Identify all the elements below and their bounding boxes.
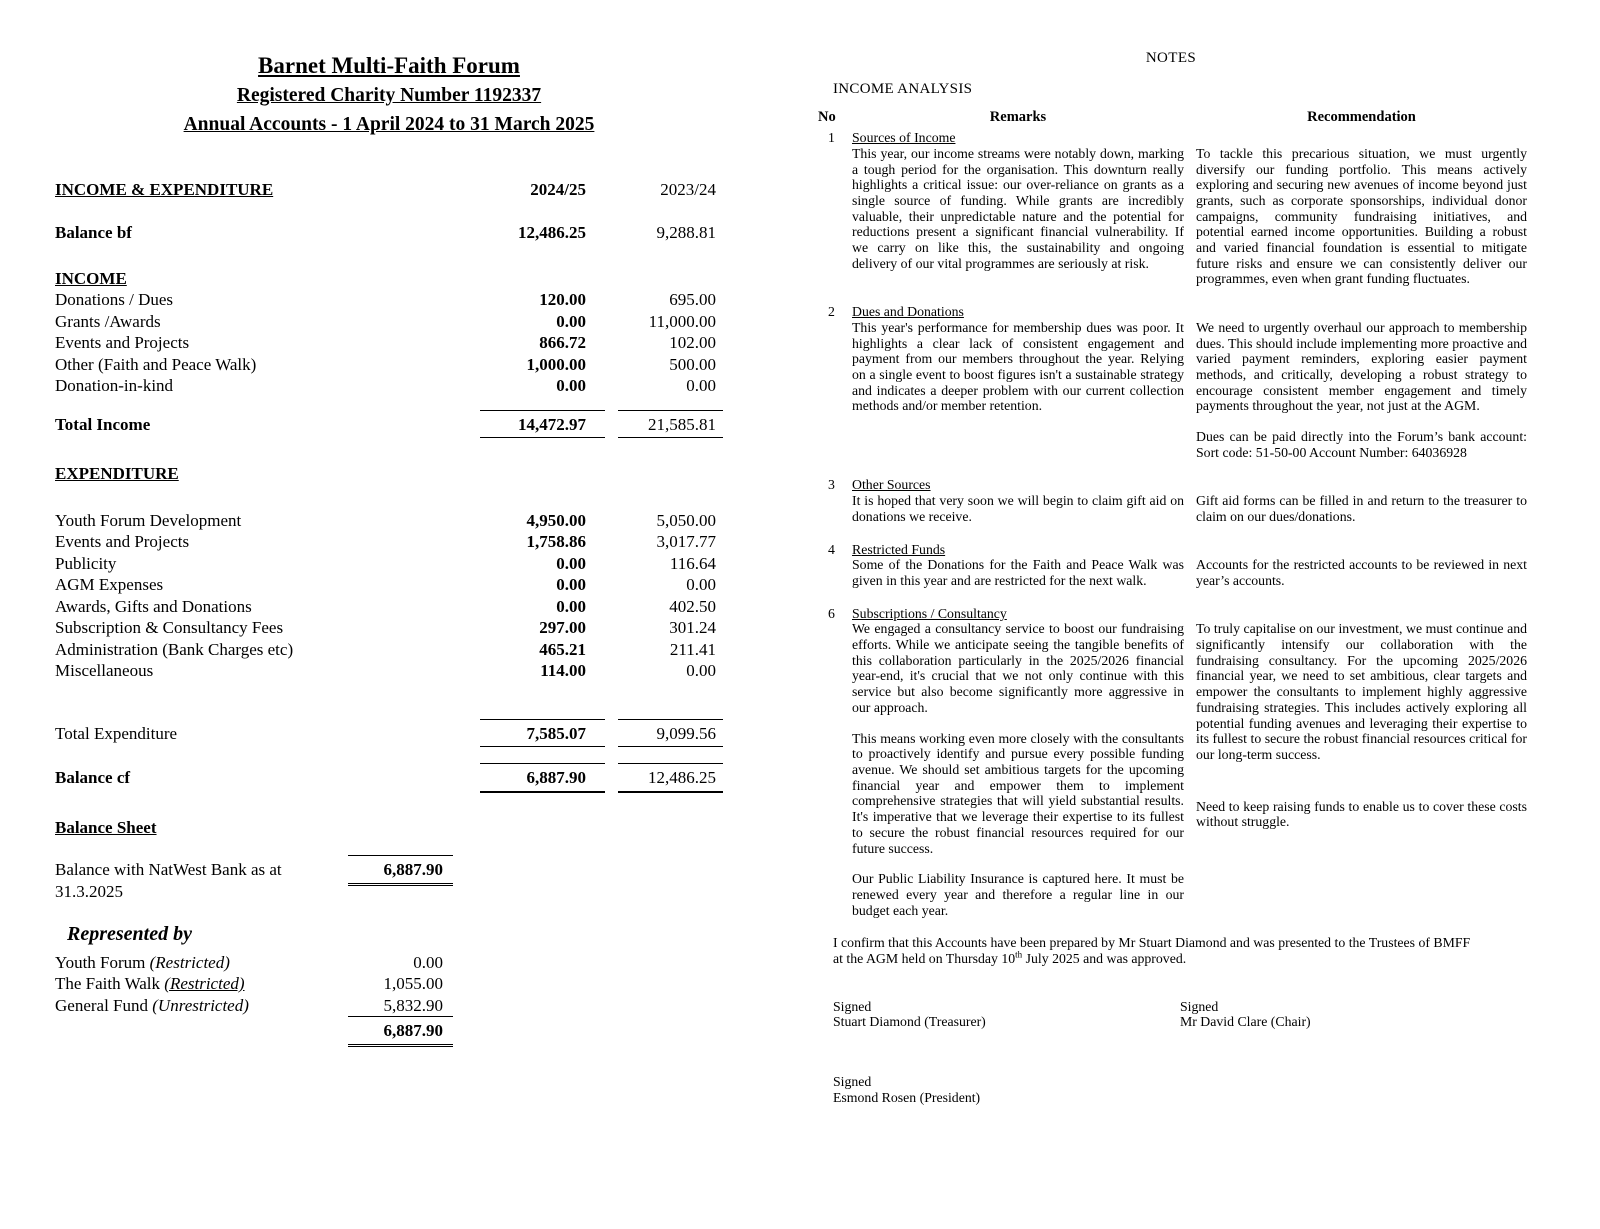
value-2023-24: 11,000.00 bbox=[648, 311, 716, 331]
charity-title: Barnet Multi-Faith Forum bbox=[258, 53, 520, 78]
signatory-name: Mr David Clare (Chair) bbox=[1180, 1014, 1311, 1030]
income-analysis-title: INCOME ANALYSIS bbox=[833, 80, 973, 97]
note-remarks bbox=[852, 130, 1184, 287]
header-recommendation: Recommendation bbox=[1307, 109, 1416, 126]
column-header-2023-24: 2023/24 bbox=[660, 179, 716, 199]
row-label: Total Expenditure bbox=[55, 723, 178, 743]
accounts-statement-page bbox=[55, 45, 723, 1047]
balance-sheet-heading: Balance Sheet bbox=[55, 817, 157, 837]
recommendation-paragraph: Accounts for the restricted accounts to be reviewed in next year’s accounts. bbox=[1196, 557, 1527, 588]
signed-label: Signed bbox=[833, 998, 872, 1014]
value-2023-24: 402.50 bbox=[669, 596, 716, 616]
value-2023-24: 5,050.00 bbox=[656, 510, 716, 530]
ordinal-suffix: th bbox=[1015, 949, 1023, 960]
value-2023-24: 9,099.56 bbox=[618, 719, 723, 748]
value-2023-24: 102.00 bbox=[669, 333, 716, 352]
notes-header-row bbox=[815, 110, 1527, 126]
note-recommendation bbox=[1196, 130, 1527, 287]
value-2024-25: 0.00 bbox=[556, 553, 586, 573]
row-label: Subscription & Consultancy Fees bbox=[55, 618, 284, 637]
value-2024-25: 0.00 bbox=[556, 376, 586, 395]
value-2024-25: 7,585.07 bbox=[480, 719, 605, 748]
row-label bbox=[55, 995, 348, 1017]
row-label: Events and Projects bbox=[55, 532, 190, 551]
expenditure-row bbox=[55, 596, 723, 618]
note-title: Restricted Funds bbox=[852, 541, 946, 557]
value-2023-24: 301.24 bbox=[669, 618, 716, 637]
fund-row bbox=[55, 952, 453, 974]
note-title: Sources of Income bbox=[852, 130, 956, 146]
note-recommendation bbox=[1196, 606, 1527, 919]
value-2024-25: 12,486.25 bbox=[518, 223, 586, 242]
signature-row bbox=[833, 999, 1527, 1030]
value-2024-25: 6,887.90 bbox=[480, 763, 605, 793]
header-no: No bbox=[818, 109, 836, 126]
remarks-paragraph: This year, our income streams were notably down, marking a tough period for the organisation. This downturn really highlights a critical issue: our over-reliance on grants as a single source of funding. While grants are incredibly valuable, their unpredictable nature and the potential for reductions present a significant financial vulnerability. If we carry on like this, the sustainability and ongoing delivery of our vital programmes are seriously at risk. bbox=[852, 145, 1184, 271]
recommendation-paragraph: Need to keep raising funds to enable us to cover these costs without struggle. bbox=[1196, 798, 1527, 830]
row-label bbox=[55, 952, 348, 974]
signed-label: Signed bbox=[833, 1074, 872, 1090]
value-2023-24: 12,486.25 bbox=[618, 763, 723, 793]
row-label: Total Income bbox=[55, 414, 151, 434]
value-2024-25: 465.21 bbox=[539, 639, 586, 659]
signed-label: Signed bbox=[1180, 998, 1219, 1014]
value-2024-25: 14,472.97 bbox=[480, 410, 605, 439]
value-2023-24: 116.64 bbox=[669, 553, 716, 573]
expenditure-row bbox=[55, 617, 723, 639]
charity-number: Registered Charity Number 1192337 bbox=[236, 84, 542, 106]
balance-cf-row bbox=[55, 763, 723, 793]
income-row bbox=[55, 332, 723, 354]
recommendation-paragraph: We need to urgently overhaul our approach to membership dues. This should include implementing more proactive and varied payment reminders, exploring easier payment methods, and critically, developing a robust strategy to encourage consistent member engagement and timely payments throughout the year, not just at the AGM. bbox=[1196, 319, 1527, 414]
note-item bbox=[815, 130, 1527, 287]
income-expenditure-heading: INCOME & EXPENDITURE bbox=[55, 179, 274, 199]
note-item bbox=[815, 304, 1527, 460]
value-2023-24: 0.00 bbox=[686, 376, 716, 395]
confirmation-text: July 2025 and was approved. bbox=[1022, 951, 1187, 967]
fund-row bbox=[55, 973, 453, 995]
note-remarks bbox=[852, 477, 1184, 524]
note-item bbox=[815, 542, 1527, 589]
row-label: AGM Expenses bbox=[55, 575, 164, 594]
row-label: Publicity bbox=[55, 553, 117, 573]
notes-page bbox=[815, 45, 1527, 1106]
recommendation-paragraph: To truly capitalise on our investment, we must continue and significantly intensify our collaboration with the fundraising consultancy. For the upcoming 2025/2026 financial year, we need to set ambitious, clear targets and empower the consultants to implement highly aggressive fundraising strategies. This includes actively exploring all potential funding avenues and leveraging their expertise to its fullest to secure the robust financial resources critical for our long-term success. bbox=[1196, 621, 1527, 762]
represented-by-heading: Represented by bbox=[67, 923, 192, 945]
funds-total-row bbox=[55, 1016, 453, 1047]
note-recommendation bbox=[1196, 304, 1527, 460]
row-label: Awards, Gifts and Donations bbox=[55, 596, 252, 616]
signatory-name: Esmond Rosen (President) bbox=[833, 1089, 981, 1105]
expenditure-row bbox=[55, 553, 723, 575]
row-label bbox=[55, 973, 348, 995]
confirmation-statement bbox=[833, 935, 1483, 966]
row-label: Youth Forum Development bbox=[55, 510, 242, 530]
income-row bbox=[55, 289, 723, 311]
value-2024-25: 1,000.00 bbox=[526, 354, 586, 374]
column-header-2024-25: 2024/25 bbox=[530, 179, 586, 199]
row-label: Balance cf bbox=[55, 768, 131, 787]
fund-qualifier: (Unrestricted) bbox=[152, 995, 249, 1015]
total-income-row bbox=[55, 410, 723, 439]
expenditure-row bbox=[55, 639, 723, 661]
recommendation-paragraph: Gift aid forms can be filled in and return to the treasurer to claim on our dues/donations. bbox=[1196, 493, 1527, 524]
row-label: Other (Faith and Peace Walk) bbox=[55, 354, 257, 374]
note-item bbox=[815, 606, 1527, 919]
expenditure-row bbox=[55, 574, 723, 596]
signature-president bbox=[833, 1074, 1205, 1105]
value-2024-25: 866.72 bbox=[539, 333, 586, 352]
income-row bbox=[55, 375, 723, 397]
value-2023-24: 9,288.81 bbox=[656, 223, 716, 242]
income-heading: INCOME bbox=[55, 268, 127, 288]
row-label: Miscellaneous bbox=[55, 661, 154, 680]
row-label: Events and Projects bbox=[55, 333, 190, 352]
value-2023-24: 500.00 bbox=[669, 354, 716, 374]
signature-chair bbox=[1180, 999, 1527, 1030]
fund-name: The Faith Walk bbox=[55, 974, 165, 993]
bank-balance-row bbox=[55, 855, 453, 902]
remarks-paragraph: Some of the Donations for the Faith and Peace Walk was given in this year and are restricted for the next walk. bbox=[852, 557, 1184, 588]
value-2024-25: 297.00 bbox=[539, 618, 586, 637]
fund-name: General Fund bbox=[55, 995, 153, 1015]
recommendation-paragraph: To tackle this precarious situation, we must urgently diversify our funding portfolio. This means actively exploring and securing new avenues of income beyond just grants, such as corporate sponsorships, individual donor campaigns, community fundraising initiatives, and potential earned income opportunities. Building a robust and varied financial foundation is essential to mitigate future risks and ensure we can consistently deliver our programmes, even when grant funding fluctuates. bbox=[1196, 145, 1527, 287]
row-label: Balance bf bbox=[55, 223, 132, 242]
row-label: Donation-in-kind bbox=[55, 376, 174, 395]
fund-value: 0.00 bbox=[413, 952, 443, 972]
value-2023-24: 695.00 bbox=[669, 290, 716, 309]
note-number: 3 bbox=[828, 477, 835, 493]
row-label: Administration (Bank Charges etc) bbox=[55, 639, 294, 659]
table-header-row bbox=[55, 179, 723, 201]
note-number: 6 bbox=[828, 605, 835, 621]
note-number: 2 bbox=[828, 304, 835, 320]
remarks-paragraph: This year's performance for membership dues was poor. It highlights a clear lack of consistent engagement and payment from our members throughout the year. Relying on a single event to boost figures isn't a sustainable strategy and indicates a deeper problem with our current collection methods and/or member retention. bbox=[852, 319, 1184, 414]
value-2024-25: 114.00 bbox=[540, 661, 586, 680]
value-2023-24: 0.00 bbox=[686, 575, 716, 594]
row-label: Grants /Awards bbox=[55, 311, 161, 331]
note-number: 1 bbox=[828, 130, 835, 146]
remarks-paragraph: It is hoped that very soon we will begin to claim gift aid on donations we receive. bbox=[852, 493, 1184, 524]
total-expenditure-row bbox=[55, 719, 723, 748]
note-recommendation bbox=[1196, 477, 1527, 524]
balance-bf-row bbox=[55, 222, 723, 244]
income-row bbox=[55, 311, 723, 333]
expenditure-row bbox=[55, 660, 723, 682]
value-2023-24: 211.41 bbox=[669, 639, 716, 659]
row-label: Donations / Dues bbox=[55, 290, 174, 309]
value-2023-24: 21,585.81 bbox=[618, 410, 723, 439]
expenditure-row bbox=[55, 531, 723, 553]
bank-balance-value: 6,887.90 bbox=[348, 855, 453, 886]
remarks-paragraph: This means working even more closely with the consultants to proactively identify and pursue every possible funding avenue. We should set ambitious targets for the upcoming financial year and empower them to implement comprehensive strategies that will yield substantial results. It's imperative that we leverage their expertise to its fullest to secure the robust financial resources required for our future success. bbox=[852, 730, 1184, 856]
value-2024-25: 1,758.86 bbox=[526, 532, 586, 551]
note-title: Other Sources bbox=[852, 477, 931, 493]
fund-name: Youth Forum bbox=[55, 952, 150, 972]
note-title: Subscriptions / Consultancy bbox=[852, 605, 1007, 621]
note-title: Dues and Donations bbox=[852, 304, 964, 320]
confirmation-text: I confirm that this Accounts have been prepared by Mr Stuart Diamond and was presented to the Trustees of BMFF at the AGM held on Thursday 10 bbox=[833, 935, 1471, 967]
expenditure-row bbox=[55, 510, 723, 532]
fund-value: 5,832.90 bbox=[383, 995, 443, 1015]
accounts-period: Annual Accounts - 1 April 2024 to 31 March 2025 bbox=[183, 114, 595, 135]
recommendation-paragraph: Dues can be paid directly into the Forum’s bank account: Sort code: 51-50-00 Account Number: 64036928 bbox=[1196, 429, 1527, 460]
value-2024-25: 0.00 bbox=[556, 575, 586, 594]
note-remarks bbox=[852, 542, 1184, 589]
income-row bbox=[55, 354, 723, 376]
note-item bbox=[815, 477, 1527, 524]
fund-qualifier: (Restricted) bbox=[164, 974, 245, 993]
note-number: 4 bbox=[828, 541, 835, 557]
value-2024-25: 0.00 bbox=[556, 311, 586, 331]
value-2024-25: 0.00 bbox=[556, 596, 586, 616]
row-label: Balance with NatWest Bank as at 31.3.2025 bbox=[55, 860, 282, 901]
value-2024-25: 4,950.00 bbox=[526, 510, 586, 530]
funds-total-value: 6,887.90 bbox=[348, 1016, 453, 1047]
fund-row bbox=[55, 995, 453, 1017]
note-recommendation bbox=[1196, 542, 1527, 589]
remarks-paragraph: We engaged a consultancy service to boost our fundraising efforts. While we anticipate seeing the tangible benefits of this collaboration particularly in the 2025/2026 financial year-end, it's crucial that we not only continue with this service but also become significantly more aggressive in our approach. bbox=[852, 621, 1184, 715]
header-remarks: Remarks bbox=[989, 109, 1047, 126]
fund-qualifier: (Restricted) bbox=[149, 952, 230, 972]
note-remarks bbox=[852, 304, 1184, 460]
fund-value: 1,055.00 bbox=[383, 974, 443, 993]
note-remarks bbox=[852, 606, 1184, 919]
remarks-paragraph: Our Public Liability Insurance is captured here. It must be renewed every year and therefore a regular line in our budget each year. bbox=[852, 871, 1184, 918]
signature-treasurer bbox=[833, 999, 1180, 1030]
notes-title: NOTES bbox=[1145, 50, 1197, 66]
value-2023-24: 3,017.77 bbox=[656, 532, 716, 551]
expenditure-heading: EXPENDITURE bbox=[55, 464, 179, 483]
value-2024-25: 120.00 bbox=[539, 290, 586, 309]
signatory-name: Stuart Diamond (Treasurer) bbox=[833, 1014, 986, 1030]
value-2023-24: 0.00 bbox=[686, 661, 716, 680]
